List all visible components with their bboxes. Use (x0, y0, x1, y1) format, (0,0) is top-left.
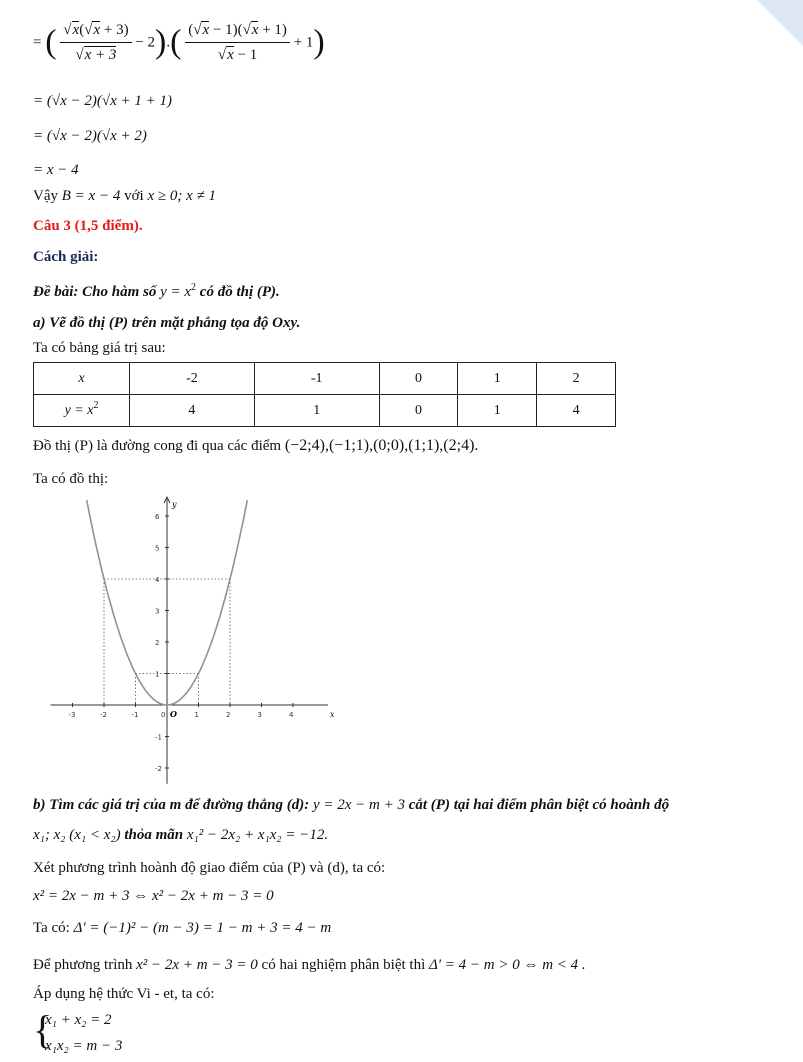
x-tick-label: 3 (257, 711, 262, 719)
x-tick-label: 2 (226, 711, 231, 719)
part-b-heading (33, 795, 669, 815)
part-b-condition (33, 825, 328, 845)
table-cell: 4 (537, 395, 616, 427)
problem-tail: có đồ thị (P). (199, 284, 280, 300)
table-cell: 1 (458, 363, 537, 395)
system-brace: { (33, 1007, 53, 1052)
condition-line (33, 955, 586, 975)
table-cell: -2 (130, 363, 255, 395)
y-tick-label: 3 (155, 607, 160, 616)
conclusion-lead: Vậy (33, 188, 58, 204)
x-axis-label: x (329, 710, 335, 719)
origin-label: O (170, 709, 177, 719)
part-b-eq: x₁² − 2x₂ + x₁x₂ = −12. (186, 827, 329, 843)
table-row-x (34, 363, 616, 395)
x-tick-label: -1 (131, 711, 139, 719)
delta-lead: Ta có: (33, 920, 70, 936)
x-tick-label: -3 (68, 711, 76, 719)
vieta-sum: x₁ + x₂ = 2 (45, 1012, 112, 1028)
table-intro: Ta có bảng giá trị sau: (33, 340, 166, 356)
condition-result: Δ' = 4 − m > 0 ⇔ m < 4 . (429, 957, 586, 973)
y-tick-label: -2 (155, 765, 162, 773)
conclusion-mid: với (124, 188, 144, 204)
table-cell: 0 (379, 363, 458, 395)
points-line (33, 436, 478, 456)
problem-func: y = x (160, 284, 192, 300)
part-b-line: y = 2x − m + 3 (312, 797, 405, 813)
vieta-product: x₁x₂ = m − 3 (45, 1038, 123, 1054)
method-heading: Cách giải: (33, 249, 99, 265)
x-tick-label: 1 (194, 711, 199, 719)
x-tick-label: -2 (100, 711, 107, 719)
table-cell: 4 (130, 395, 255, 427)
part-b-vars: x₁; x₂ (x₁ < x₂) (33, 827, 121, 843)
corner-decoration (757, 0, 803, 46)
points-expr: (−2;4),(−1;1),(0;0),(1;1),(2;4). (284, 437, 479, 454)
algebra-step-1: = ( $\frac{√x(√x + 3)}{√x + 3}$ − 2).( $\frac{(√x - 1)(√x + 1)}{√x - 1}$ + 1) (33, 22, 325, 63)
value-table (33, 362, 616, 427)
delta-line (33, 918, 331, 938)
table-cell: 1 (458, 395, 537, 427)
x-tick-label: 0 (161, 711, 166, 719)
parabola-graph (30, 492, 340, 792)
y-tick-label: -1 (155, 733, 162, 742)
delta-expr: Δ' = (−1)² − (m − 3) = 1 − m + 3 = 4 − m (73, 920, 332, 936)
condition-lead: Để phương trình (33, 957, 133, 973)
row-label-x: x (34, 363, 130, 395)
xet-text: Xét phương trình hoành độ giao điểm của (P) và (d), ta có: (33, 860, 386, 876)
algebra-step-2: = (√x − 2)(√x + 1 + 1) (33, 93, 172, 109)
part-b-tail: cắt (P) tại hai điểm phân biệt có hoành độ (408, 797, 670, 813)
y-tick-label: 6 (155, 513, 160, 521)
table-cell: -1 (254, 363, 379, 395)
table-row-y (34, 395, 616, 427)
conclusion-cond: x ≥ 0; x ≠ 1 (147, 188, 216, 204)
row-label-y: $y = x^2$ (34, 395, 130, 427)
equals-sign: = (33, 34, 42, 51)
table-cell: 0 (379, 395, 458, 427)
y-tick-label: 1 (155, 670, 160, 679)
part-b-lead: b) Tìm các giá trị của m để đường thẳng (d): (33, 797, 310, 813)
algebra-step-3: = (√x − 2)(√x + 2) (33, 128, 147, 144)
vieta-text: Áp dụng hệ thức Vi - et, ta có: (33, 986, 215, 1002)
conclusion-expr: B = x − 4 (61, 188, 121, 204)
condition-eq: x² − 2x + m − 3 = 0 (136, 957, 258, 973)
x-tick-label: 4 (289, 711, 294, 719)
part-b-mid: thỏa mãn (124, 827, 184, 843)
points-lead: Đồ thị (P) là đường cong đi qua các điểm (33, 438, 282, 454)
table-cell: 2 (537, 363, 616, 395)
algebra-step-4: = x − 4 (33, 162, 79, 178)
problem-lead: Đề bài: Cho hàm số (33, 284, 157, 300)
y-tick-label: 5 (155, 544, 160, 553)
graph-intro: Ta có đồ thị: (33, 471, 109, 487)
y-tick-label: 4 (155, 576, 160, 584)
equation-line: x² = 2x − m + 3 ⇔ x² − 2x + m − 3 = 0 (33, 888, 274, 904)
table-cell: 1 (254, 395, 379, 427)
y-axis-label: y (172, 500, 177, 510)
problem-statement: Đề bài: Cho hàm số $y = x^2$ có đồ thị (P). (33, 282, 280, 300)
conclusion-line (33, 186, 216, 206)
y-tick-label: 2 (155, 639, 160, 647)
condition-mid: có hai nghiệm phân biệt thì (261, 957, 426, 973)
question-heading: Câu 3 (1,5 điểm). (33, 218, 143, 234)
part-a-heading: a) Vẽ đồ thị (P) trên mặt phẳng tọa độ Oxy. (33, 315, 301, 331)
